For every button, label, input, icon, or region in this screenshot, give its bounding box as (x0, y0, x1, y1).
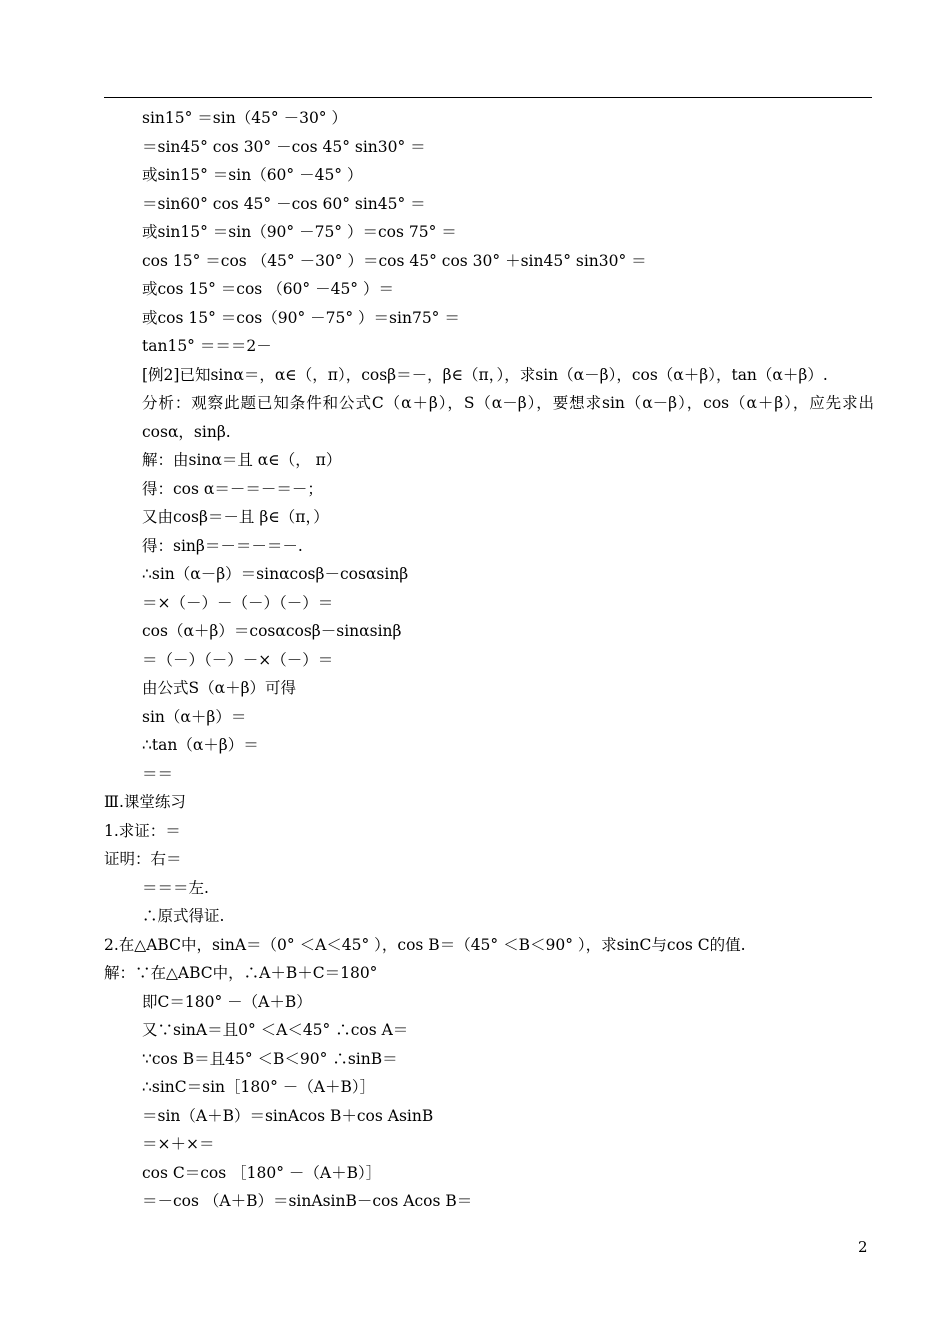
text-line: 或cos 15° ＝cos （60° －45° ）＝ (142, 280, 394, 298)
text-line: cos 15° ＝cos （45° －30° ）＝cos 45° cos 30° ＋sin45° sin30° ＝ (142, 251, 647, 270)
text-line: 1.求证：＝ (104, 821, 181, 840)
text-line: 证明：右＝ (104, 850, 182, 868)
text-line: 解：由sinα＝且 α∈（， π） (142, 451, 342, 469)
text-line: 由公式S（α＋β）可得 (142, 679, 297, 697)
text-line: 又∵sinA＝且0° ＜A＜45° ∴cos A＝ (142, 1021, 409, 1039)
header-rule (104, 97, 872, 98)
text-line: ＝×（－）－（－）（－）＝ (142, 593, 334, 612)
text-line: ∴sin（α－β）＝sinαcosβ－cosαsinβ (142, 565, 409, 583)
text-line: 或sin15° ＝sin（90° －75° ）＝cos 75° ＝ (142, 223, 457, 241)
text-line: ∵cos B＝且45° ＜B＜90° ∴sinB＝ (142, 1049, 398, 1068)
text-line: 解：∵在△ABC中，∴A＋B＋C＝180° (104, 964, 378, 982)
text-line: 得：cos α＝－＝－＝－； (142, 479, 323, 498)
page-number: 2 (858, 1238, 868, 1256)
text-line: 或cos 15° ＝cos（90° －75° ）＝sin75° ＝ (142, 308, 460, 327)
text-line: cos C＝cos ［180° －（A＋B）］ (142, 1163, 382, 1182)
text-line: cos（α＋β）＝cosαcosβ－sinαsinβ (142, 622, 402, 640)
text-line: ∴tan（α＋β）＝ (142, 736, 259, 754)
text-line: ＝sin（A＋B）＝sinAcos B＋cos AsinB (142, 1106, 434, 1125)
text-line: 即C＝180° －（A＋B） (142, 992, 312, 1011)
text-line: 得：sinβ＝－＝－＝－. (142, 536, 303, 555)
text-line: [例2]已知sinα＝，α∈（，π），cosβ＝－，β∈（π，），求sin（α－β），cos（α＋β），tan（α＋β）. (142, 365, 828, 384)
text-line: ＝＝ (142, 764, 174, 783)
text-line: ∴原式得证. (142, 907, 225, 925)
text-line: 2.在△ABC中，sinA＝（0° ＜A＜45° ），cos B＝（45° ＜B＜90° ），求sinC与cos C的值. (104, 935, 746, 954)
text-line: tan15° ＝＝＝2－ (142, 337, 272, 355)
text-line: 分析：观察此题已知条件和公式C（α＋β），S（α－β），要想求sin（α－β），cos（α＋β），应先求出cosα，sinβ. (142, 394, 874, 441)
text-line: 或sin15° ＝sin（60° －45° ） (142, 166, 363, 184)
text-line: sin（α＋β）＝ (142, 707, 247, 726)
text-line: ＝－cos （A＋B）＝sinAsinB－cos Acos B＝ (142, 1192, 473, 1210)
text-line: ＝×＋×＝ (142, 1135, 215, 1153)
text-line: 又由cosβ＝－且 β∈（π，） (142, 508, 329, 526)
text-line: ＝sin45° cos 30° －cos 45° sin30° ＝ (142, 137, 426, 156)
text-line: ∴sinC＝sin［180° －（A＋B）］ (142, 1078, 376, 1096)
text-line: ＝sin60° cos 45° －cos 60° sin45° ＝ (142, 194, 426, 213)
text-line: Ⅲ.课堂练习 (104, 793, 186, 811)
document-body (104, 104, 874, 1216)
text-line: ＝＝＝左. (142, 878, 209, 897)
text-line: sin15° ＝sin（45° －30° ） (142, 109, 347, 127)
text-line: ＝（－）（－）－×（－）＝ (142, 650, 334, 669)
